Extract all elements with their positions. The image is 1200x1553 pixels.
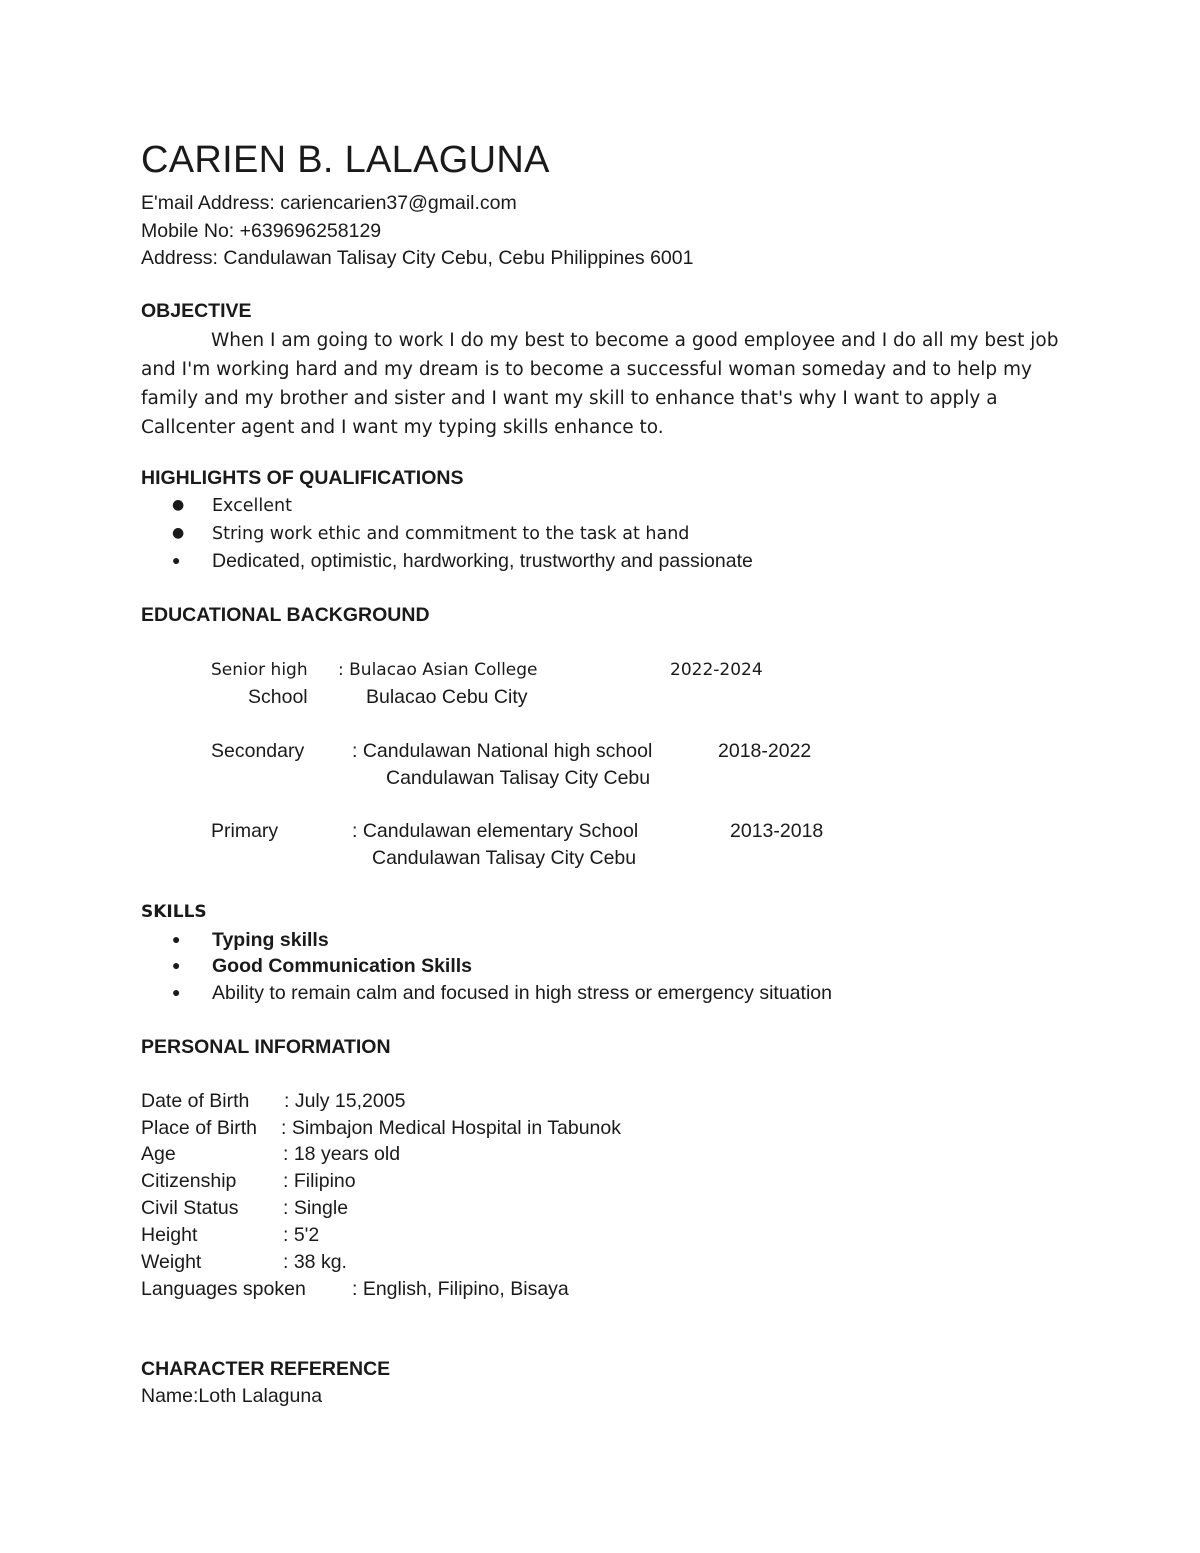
personal-label: Citizenship bbox=[141, 1170, 237, 1192]
personal-label: Place of Birth bbox=[141, 1117, 257, 1139]
edu-years: 2022-2024 bbox=[670, 660, 763, 680]
skill-text: Ability to remain calm and focused in high stress or emergency situation bbox=[212, 982, 832, 1004]
edu-years: 2013-2018 bbox=[730, 820, 824, 842]
edu-level: Senior high bbox=[211, 660, 308, 680]
list-item bbox=[172, 496, 292, 516]
edu-school: : Candulawan elementary School bbox=[352, 820, 639, 842]
skill-text: Good Communication Skills bbox=[212, 955, 473, 977]
edu-location: Bulacao Cebu City bbox=[366, 686, 528, 708]
qualification-text: String work ethic and commitment to the task at hand bbox=[212, 524, 690, 544]
list-item bbox=[172, 524, 689, 544]
education-heading: EDUCATIONAL BACKGROUND bbox=[141, 604, 430, 626]
edu-location: Candulawan Talisay City Cebu bbox=[386, 767, 651, 789]
bullet-icon: ● bbox=[172, 525, 185, 541]
personal-value: : 38 kg. bbox=[283, 1251, 347, 1273]
personal-label: Date of Birth bbox=[141, 1090, 250, 1112]
reference-heading: CHARACTER REFERENCE bbox=[141, 1358, 391, 1380]
bullet-icon: ● bbox=[172, 552, 181, 568]
bullet-icon: ● bbox=[172, 497, 185, 513]
edu-location: Candulawan Talisay City Cebu bbox=[372, 847, 637, 869]
edu-level: Secondary bbox=[211, 740, 305, 762]
objective-heading: OBJECTIVE bbox=[141, 300, 252, 322]
skill-text: Typing skills bbox=[212, 929, 329, 951]
personal-label: Height bbox=[141, 1224, 198, 1246]
edu-level: Primary bbox=[211, 820, 279, 842]
list-item bbox=[172, 982, 832, 1005]
list-item bbox=[172, 929, 329, 952]
address-line: Address: Candulawan Talisay City Cebu, Cebu Philippines 6001 bbox=[141, 247, 694, 269]
list-item bbox=[172, 550, 753, 573]
list-item bbox=[172, 955, 472, 978]
qualification-text: Excellent bbox=[212, 496, 292, 516]
personal-value: : 18 years old bbox=[283, 1143, 401, 1165]
reference-name: Name:Loth Lalaguna bbox=[141, 1385, 323, 1407]
skills-heading: SKILLS bbox=[141, 902, 207, 922]
personal-heading: PERSONAL INFORMATION bbox=[141, 1036, 391, 1058]
personal-label: Civil Status bbox=[141, 1197, 239, 1219]
personal-value: : July 15,2005 bbox=[284, 1090, 406, 1112]
personal-value: : 5'2 bbox=[283, 1224, 320, 1246]
bullet-icon: ● bbox=[172, 957, 181, 973]
edu-years: 2018-2022 bbox=[718, 740, 812, 762]
personal-label: Age bbox=[141, 1143, 176, 1165]
applicant-name: CARIEN B. LALAGUNA bbox=[141, 139, 550, 181]
personal-value: : Simbajon Medical Hospital in Tabunok bbox=[281, 1117, 621, 1139]
personal-label: Languages spoken bbox=[141, 1278, 306, 1300]
edu-school: : Candulawan National high school bbox=[352, 740, 653, 762]
bullet-icon: ● bbox=[172, 984, 181, 1000]
qualification-text: Dedicated, optimistic, hardworking, trustworthy and passionate bbox=[212, 550, 753, 572]
bullet-icon: ● bbox=[172, 931, 181, 947]
personal-value: : Filipino bbox=[283, 1170, 356, 1192]
edu-school: : Bulacao Asian College bbox=[338, 660, 538, 680]
qualifications-heading: HIGHLIGHTS OF QUALIFICATIONS bbox=[141, 467, 464, 489]
personal-value: : English, Filipino, Bisaya bbox=[352, 1278, 569, 1300]
objective-text: When I am going to work I do my best to become a good employee and I do all my best job and I'm working hard and my dream is to become a successful woman someday and to help my family and my brother and sister and I want my skill to enhance that's why I want to apply a Callcenter agent and I want my typing skills enhance to. bbox=[141, 330, 1059, 438]
mobile-line: Mobile No: +639696258129 bbox=[141, 220, 382, 242]
personal-value: : Single bbox=[283, 1197, 349, 1219]
personal-label: Weight bbox=[141, 1251, 202, 1273]
email-line: E'mail Address: cariencarien37@gmail.com bbox=[141, 192, 517, 214]
edu-level-cont: School bbox=[248, 686, 308, 708]
